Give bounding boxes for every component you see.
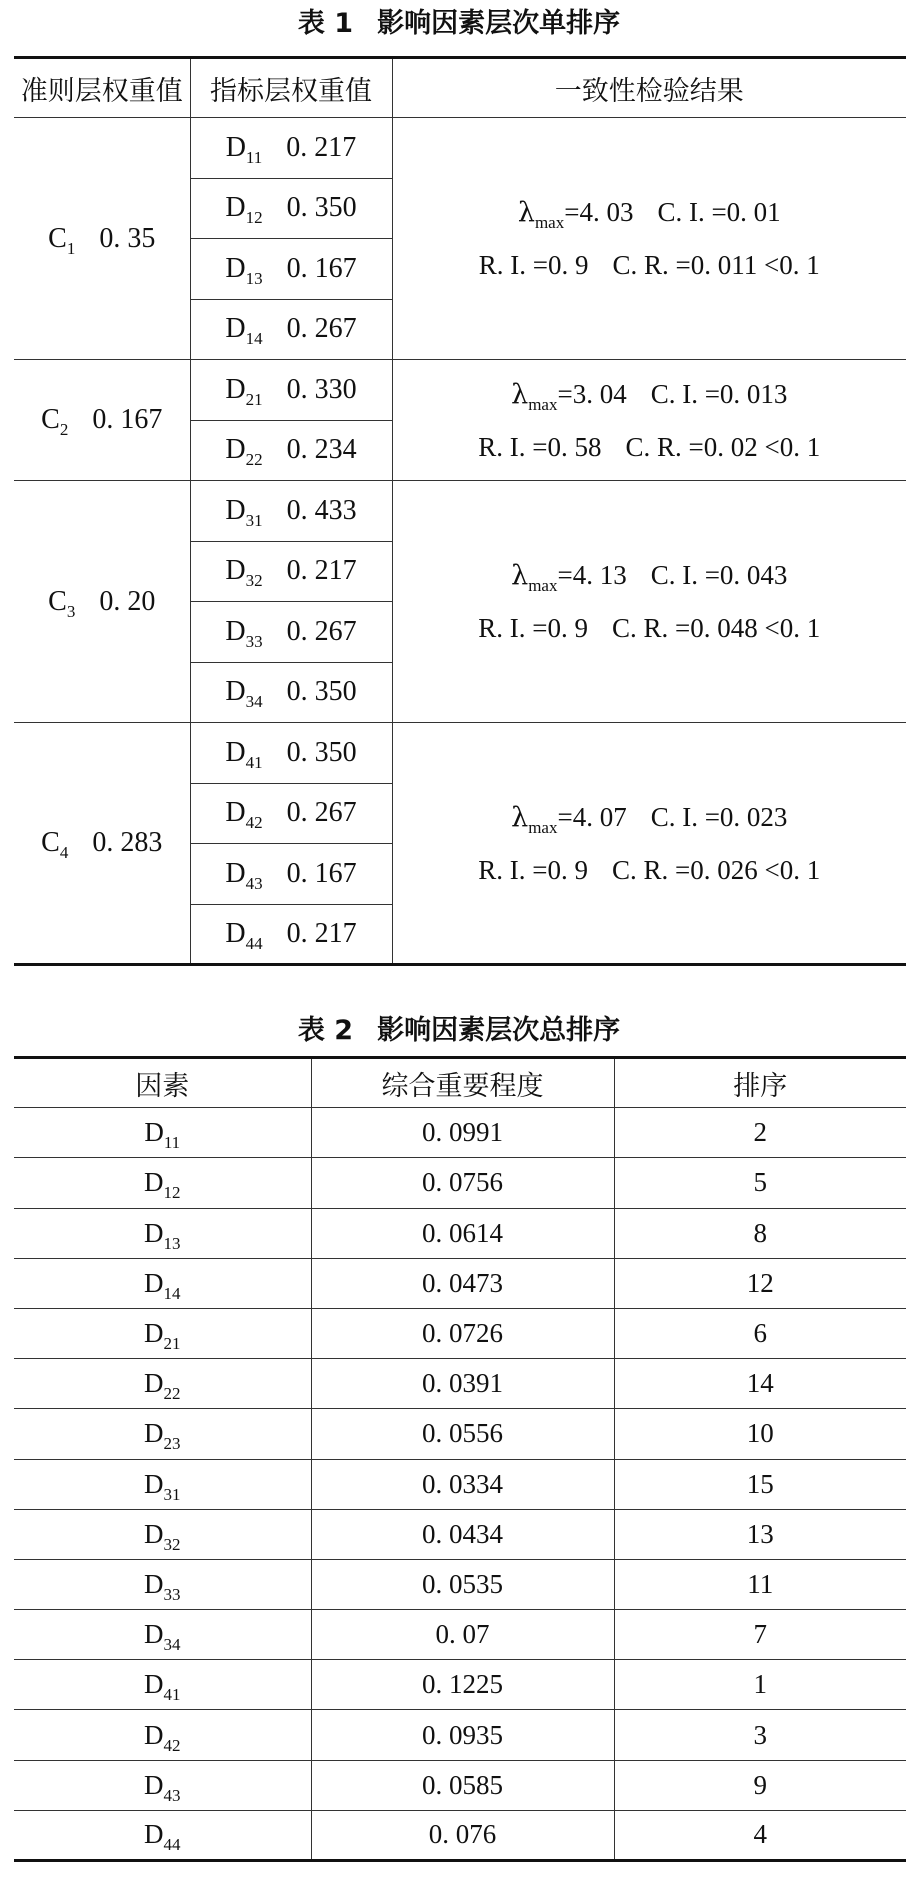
factor-symbol: D <box>144 1368 164 1399</box>
indicator-cell <box>190 239 392 300</box>
table2-row <box>14 1459 906 1509</box>
criterion-subscript: 1 <box>66 238 76 258</box>
criterion-cell <box>14 723 190 965</box>
importance-cell <box>311 1208 614 1258</box>
importance-value: 0. 0473 <box>422 1267 503 1298</box>
table2-total-ranking <box>14 1056 906 1862</box>
indicator-subscript: 41 <box>245 752 263 772</box>
table1-single-ranking <box>14 56 906 966</box>
rank-value: 13 <box>746 1518 774 1549</box>
table1-header-cell <box>14 58 190 118</box>
consistency-line-2 <box>393 421 907 473</box>
factor-subscript: 22 <box>163 1384 181 1404</box>
importance-value: 0. 0935 <box>422 1719 503 1750</box>
lambda-subscript: max <box>528 576 558 595</box>
factor-subscript: 41 <box>163 1685 181 1705</box>
importance-value: 0. 1225 <box>422 1669 503 1700</box>
ri-value: R. I. =0. 9 <box>478 854 588 885</box>
factor-cell <box>14 1509 311 1559</box>
indicator-subscript: 33 <box>245 631 263 651</box>
importance-cell <box>311 1760 614 1810</box>
indicator-cell <box>190 118 392 179</box>
indicator-weight: 0. 330 <box>286 373 357 405</box>
table2-row <box>14 1610 906 1660</box>
table2-row <box>14 1509 906 1559</box>
indicator-cell <box>190 783 392 844</box>
table1-row <box>14 360 906 421</box>
table2-row <box>14 1108 906 1158</box>
ri-value: R. I. =0. 9 <box>478 250 589 280</box>
consistency-line-1 <box>393 791 907 844</box>
criterion-weight: 0. 283 <box>92 827 163 858</box>
indicator-symbol: D <box>225 434 246 466</box>
rank-cell <box>614 1208 906 1258</box>
rank-value: 1 <box>753 1669 767 1700</box>
table2-caption <box>0 1013 918 1049</box>
table1-header-label: 指标层权重值 <box>210 75 372 107</box>
ri-value: R. I. =0. 58 <box>478 431 602 462</box>
table1-row <box>14 118 906 179</box>
factor-subscript: 33 <box>163 1584 181 1604</box>
indicator-cell <box>190 481 392 542</box>
rank-cell <box>614 1760 906 1810</box>
rank-value: 10 <box>746 1418 774 1449</box>
importance-cell <box>311 1660 614 1710</box>
factor-subscript: 23 <box>163 1434 181 1454</box>
lambda-subscript: max <box>528 817 558 837</box>
indicator-cell <box>190 178 392 239</box>
lambda-symbol: λ <box>511 378 529 410</box>
rank-value: 12 <box>746 1267 774 1298</box>
table2-header-cell <box>614 1058 906 1108</box>
indicator-symbol: D <box>225 373 246 405</box>
cr-value: C. R. =0. 026 <0. 1 <box>612 854 821 885</box>
factor-subscript: 13 <box>163 1233 181 1253</box>
rank-value: 8 <box>753 1217 767 1248</box>
factor-cell <box>14 1760 311 1810</box>
table2-row <box>14 1710 906 1760</box>
consistency-line-1 <box>393 368 907 421</box>
factor-cell <box>14 1559 311 1609</box>
indicator-symbol: D <box>225 857 246 889</box>
factor-subscript: 32 <box>163 1534 181 1554</box>
table1-caption-number: 表 1 <box>297 8 354 39</box>
table1-caption <box>0 6 918 42</box>
importance-cell <box>311 1359 614 1409</box>
indicator-subscript: 21 <box>245 389 263 409</box>
table2-row <box>14 1559 906 1609</box>
factor-symbol: D <box>144 1267 164 1298</box>
rank-value: 7 <box>753 1619 767 1650</box>
criterion-subscript: 4 <box>59 843 69 862</box>
indicator-weight: 0. 267 <box>286 313 357 345</box>
factor-subscript: 11 <box>163 1133 181 1153</box>
consistency-line-2 <box>393 239 907 291</box>
importance-value: 0. 07 <box>435 1619 490 1650</box>
importance-value: 0. 0585 <box>422 1769 503 1800</box>
table1-header-label: 准则层权重值 <box>20 75 183 107</box>
indicator-weight: 0. 350 <box>286 676 357 708</box>
factor-symbol: D <box>144 1117 164 1148</box>
indicator-cell <box>190 360 392 421</box>
indicator-subscript: 22 <box>245 450 263 470</box>
lambda-symbol: λ <box>511 560 529 591</box>
consistency-line-1 <box>393 186 907 239</box>
indicator-weight: 0. 167 <box>286 857 357 889</box>
importance-value: 0. 0726 <box>422 1318 503 1349</box>
importance-value: 0. 0434 <box>422 1518 503 1549</box>
rank-cell <box>614 1409 906 1459</box>
rank-cell <box>614 1660 906 1710</box>
factor-symbol: D <box>144 1619 164 1650</box>
indicator-cell <box>190 420 392 481</box>
indicator-symbol: D <box>225 797 246 829</box>
indicator-subscript: 32 <box>245 571 263 591</box>
importance-cell <box>311 1710 614 1760</box>
table2-row <box>14 1660 906 1710</box>
indicator-symbol: D <box>225 131 246 163</box>
factor-symbol: D <box>144 1418 164 1449</box>
indicator-weight: 0. 350 <box>286 736 357 768</box>
table2-row <box>14 1760 906 1810</box>
rank-cell <box>614 1158 906 1208</box>
criterion-symbol: C <box>48 222 67 254</box>
rank-cell <box>614 1559 906 1609</box>
importance-cell <box>311 1258 614 1308</box>
factor-subscript: 43 <box>163 1785 181 1805</box>
indicator-symbol: D <box>225 313 246 345</box>
factor-cell <box>14 1810 311 1860</box>
indicator-subscript: 43 <box>245 873 263 893</box>
criterion-weight: 0. 35 <box>99 222 156 254</box>
indicator-symbol: D <box>225 252 246 284</box>
factor-cell <box>14 1409 311 1459</box>
ci-value: C. I. =0. 043 <box>650 560 788 590</box>
rank-cell <box>614 1710 906 1760</box>
indicator-weight: 0. 234 <box>286 434 357 466</box>
rank-cell <box>614 1459 906 1509</box>
indicator-subscript: 12 <box>245 208 263 228</box>
indicator-weight: 0. 217 <box>286 555 357 587</box>
importance-cell <box>311 1108 614 1158</box>
table1-row <box>14 723 906 784</box>
lambda-symbol: λ <box>517 197 535 228</box>
importance-value: 0. 0391 <box>422 1368 503 1399</box>
rank-value: 5 <box>753 1167 767 1198</box>
consistency-result-cell <box>392 481 906 723</box>
factor-subscript: 14 <box>163 1283 181 1303</box>
table1-row <box>14 481 906 542</box>
table1-header-cell <box>392 58 906 118</box>
factor-symbol: D <box>144 1568 164 1599</box>
indicator-subscript: 44 <box>245 933 263 953</box>
indicator-cell <box>190 299 392 360</box>
criterion-symbol: C <box>48 585 67 617</box>
criterion-subscript: 2 <box>59 420 69 439</box>
consistency-result-cell <box>392 723 906 965</box>
rank-value: 4 <box>753 1819 767 1850</box>
rank-value: 11 <box>747 1568 774 1599</box>
ci-value: C. I. =0. 023 <box>650 801 788 832</box>
rank-cell <box>614 1359 906 1409</box>
indicator-weight: 0. 267 <box>286 615 357 647</box>
factor-symbol: D <box>144 1819 164 1850</box>
indicator-weight: 0. 217 <box>286 917 357 949</box>
consistency-result-cell <box>392 118 906 360</box>
importance-cell <box>311 1810 614 1860</box>
rank-cell <box>614 1108 906 1158</box>
indicator-weight: 0. 167 <box>286 252 357 284</box>
importance-value: 0. 0614 <box>422 1217 503 1248</box>
rank-cell <box>614 1610 906 1660</box>
importance-value: 0. 0756 <box>422 1167 503 1198</box>
factor-symbol: D <box>144 1318 164 1349</box>
indicator-subscript: 14 <box>245 329 263 349</box>
ci-value: C. I. =0. 01 <box>657 197 781 227</box>
factor-symbol: D <box>144 1769 164 1800</box>
cr-value: C. R. =0. 048 <0. 1 <box>612 613 821 643</box>
consistency-result-cell <box>392 360 906 481</box>
lambda-subscript: max <box>534 213 565 232</box>
indicator-weight: 0. 217 <box>286 131 357 163</box>
cr-value: C. R. =0. 02 <0. 1 <box>625 431 821 462</box>
rank-cell <box>614 1509 906 1559</box>
factor-cell <box>14 1359 311 1409</box>
importance-value: 0. 0535 <box>422 1568 503 1599</box>
importance-cell <box>311 1610 614 1660</box>
importance-cell <box>311 1459 614 1509</box>
rank-value: 14 <box>746 1368 774 1399</box>
indicator-symbol: D <box>225 676 246 708</box>
criterion-cell <box>14 360 190 481</box>
factor-cell <box>14 1258 311 1308</box>
indicator-symbol: D <box>225 494 246 526</box>
table2-row <box>14 1359 906 1409</box>
factor-cell <box>14 1158 311 1208</box>
factor-cell <box>14 1208 311 1258</box>
table1-header-cell <box>190 58 392 118</box>
criterion-weight: 0. 20 <box>99 585 156 617</box>
ri-value: R. I. =0. 9 <box>478 613 588 643</box>
factor-subscript: 44 <box>163 1835 181 1855</box>
factor-subscript: 34 <box>163 1635 181 1655</box>
cr-value: C. R. =0. 011 <0. 1 <box>612 250 820 280</box>
importance-cell <box>311 1559 614 1609</box>
table2-row <box>14 1810 906 1860</box>
table2-caption-number: 表 2 <box>297 1015 354 1046</box>
factor-cell <box>14 1108 311 1158</box>
indicator-symbol: D <box>225 555 246 587</box>
table2-row <box>14 1158 906 1208</box>
table2-row <box>14 1308 906 1358</box>
criterion-cell <box>14 481 190 723</box>
importance-cell <box>311 1158 614 1208</box>
table1-caption-title: 影响因素层次单排序 <box>377 8 621 39</box>
indicator-symbol: D <box>225 615 246 647</box>
indicator-weight: 0. 433 <box>286 494 357 526</box>
table2-header-label: 综合重要程度 <box>381 1070 544 1102</box>
rank-cell <box>614 1258 906 1308</box>
rank-value: 15 <box>746 1468 774 1499</box>
table2-row <box>14 1409 906 1459</box>
rank-cell <box>614 1308 906 1358</box>
indicator-symbol: D <box>225 736 246 768</box>
rank-value: 9 <box>753 1769 767 1800</box>
criterion-symbol: C <box>41 827 60 858</box>
indicator-subscript: 31 <box>245 510 263 530</box>
importance-cell <box>311 1509 614 1559</box>
factor-subscript: 21 <box>163 1334 181 1354</box>
indicator-cell <box>190 662 392 723</box>
criterion-cell <box>14 118 190 360</box>
table2-header-label: 因素 <box>135 1070 190 1102</box>
indicator-cell <box>190 541 392 602</box>
indicator-cell <box>190 602 392 663</box>
factor-cell <box>14 1610 311 1660</box>
indicator-weight: 0. 350 <box>286 192 357 224</box>
table2-caption-title: 影响因素层次总排序 <box>377 1015 621 1046</box>
indicator-subscript: 42 <box>245 813 263 833</box>
indicator-weight: 0. 267 <box>286 797 357 829</box>
lambda-max-value: =4. 07 <box>557 801 627 832</box>
lambda-subscript: max <box>528 394 558 414</box>
factor-subscript: 12 <box>163 1183 181 1203</box>
importance-value: 0. 0556 <box>422 1418 503 1449</box>
factor-cell <box>14 1710 311 1760</box>
table1-header-row <box>14 58 906 118</box>
factor-symbol: D <box>144 1518 164 1549</box>
importance-value: 0. 0991 <box>422 1117 503 1148</box>
table2-row <box>14 1208 906 1258</box>
table2-header-cell <box>311 1058 614 1108</box>
factor-cell <box>14 1459 311 1509</box>
indicator-symbol: D <box>225 192 246 224</box>
factor-symbol: D <box>144 1167 164 1198</box>
indicator-subscript: 11 <box>245 147 263 167</box>
indicator-subscript: 13 <box>245 268 263 288</box>
indicator-cell <box>190 723 392 784</box>
table2-header-cell <box>14 1058 311 1108</box>
factor-cell <box>14 1660 311 1710</box>
lambda-max-value: =4. 03 <box>564 197 634 227</box>
lambda-symbol: λ <box>511 801 529 833</box>
lambda-max-value: =4. 13 <box>557 560 627 590</box>
criterion-weight: 0. 167 <box>92 404 163 435</box>
table2-header-row <box>14 1058 906 1108</box>
table1-header-label: 一致性检验结果 <box>554 75 744 107</box>
indicator-cell <box>190 904 392 965</box>
factor-symbol: D <box>144 1719 164 1750</box>
ci-value: C. I. =0. 013 <box>650 378 788 409</box>
importance-value: 0. 076 <box>428 1819 497 1850</box>
indicator-cell <box>190 844 392 905</box>
criterion-symbol: C <box>41 404 60 435</box>
rank-value: 2 <box>753 1117 767 1148</box>
table2-row <box>14 1258 906 1308</box>
indicator-subscript: 34 <box>245 692 263 712</box>
consistency-line-2 <box>393 602 907 654</box>
factor-symbol: D <box>144 1468 164 1499</box>
importance-cell <box>311 1409 614 1459</box>
rank-value: 3 <box>753 1719 767 1750</box>
rank-cell <box>614 1810 906 1860</box>
criterion-subscript: 3 <box>66 601 76 621</box>
factor-subscript: 42 <box>163 1735 181 1755</box>
factor-symbol: D <box>144 1669 164 1700</box>
table2-header-label: 排序 <box>733 1070 788 1102</box>
lambda-max-value: =3. 04 <box>557 378 627 409</box>
factor-cell <box>14 1308 311 1358</box>
rank-value: 6 <box>753 1318 767 1349</box>
consistency-line-1 <box>393 549 907 602</box>
factor-subscript: 31 <box>163 1484 181 1504</box>
importance-value: 0. 0334 <box>422 1468 503 1499</box>
consistency-line-2 <box>393 844 907 896</box>
importance-cell <box>311 1308 614 1358</box>
factor-symbol: D <box>144 1217 164 1248</box>
indicator-symbol: D <box>225 917 246 949</box>
